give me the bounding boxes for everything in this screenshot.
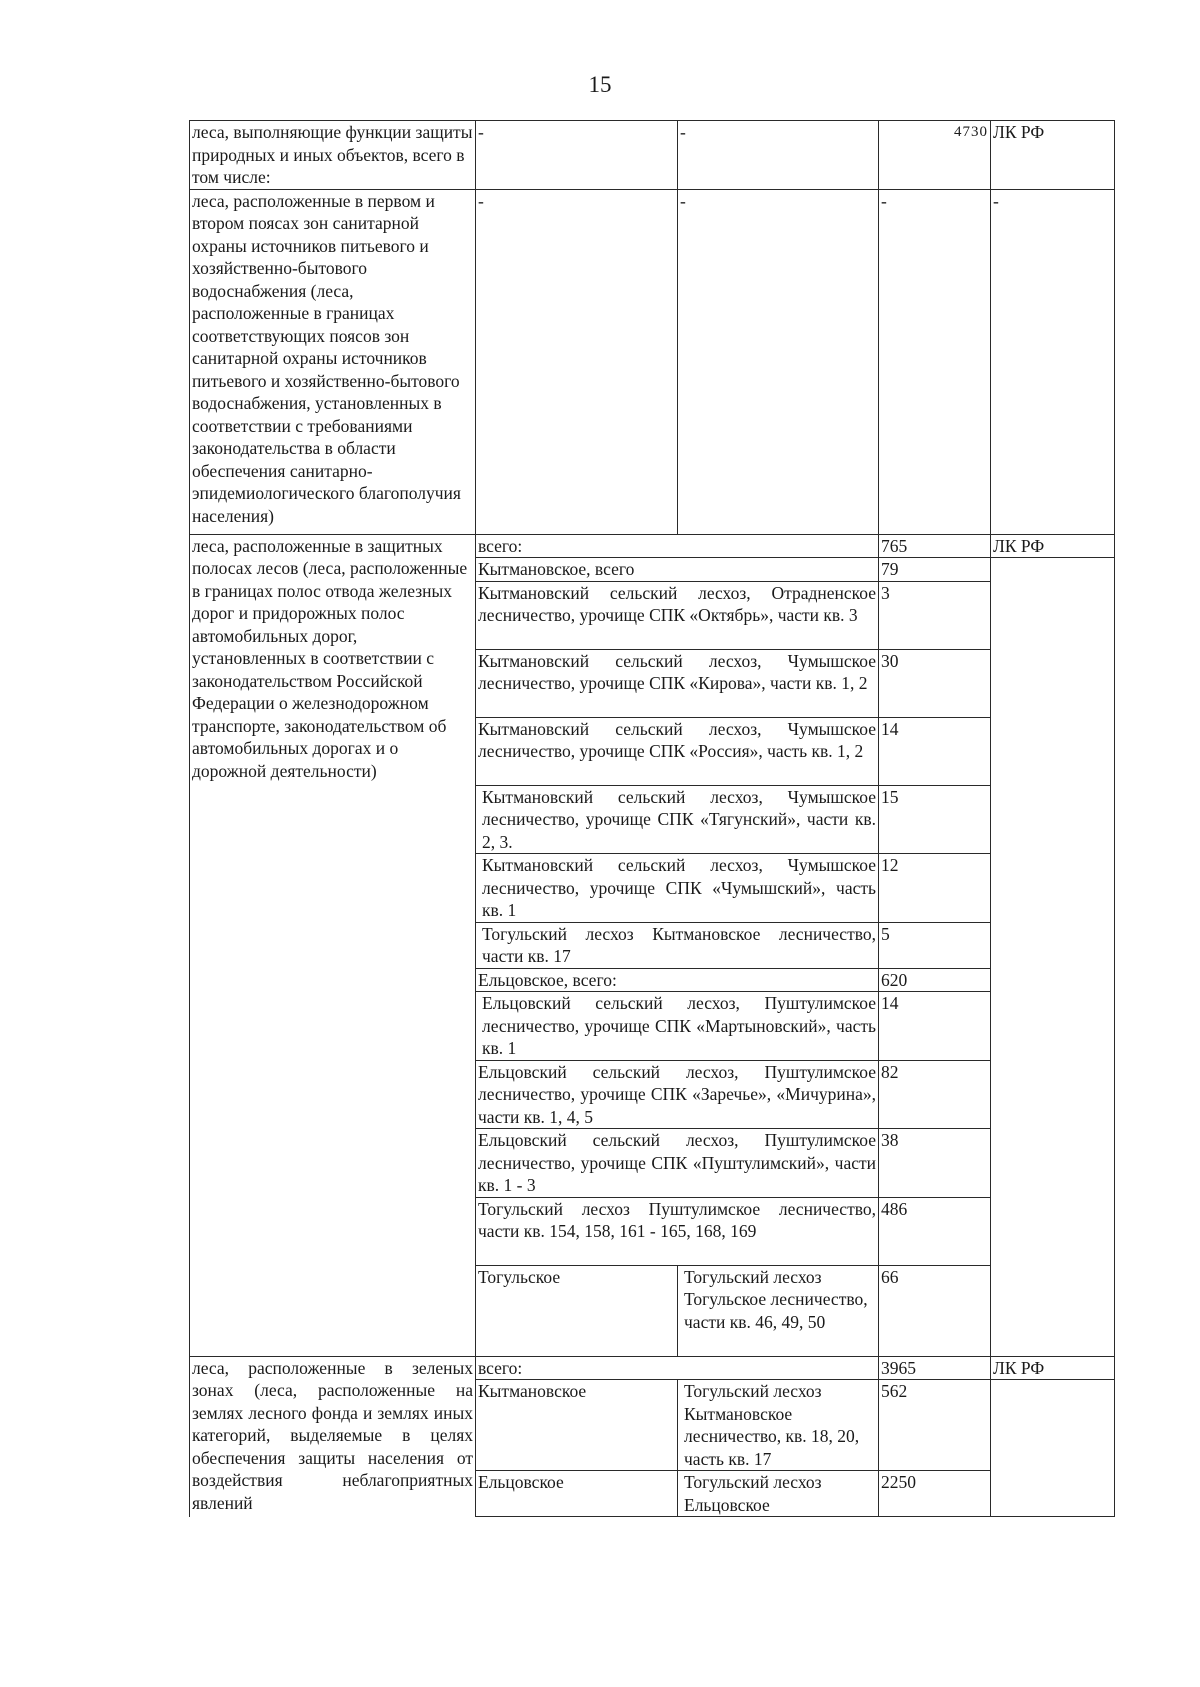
forest-category-table bbox=[189, 120, 1115, 1517]
table-row bbox=[190, 121, 1115, 190]
area-cell: 14 bbox=[879, 717, 991, 785]
table-row bbox=[190, 189, 1115, 534]
total-label-cell: всего: bbox=[476, 534, 879, 558]
location-cell: Тогульский лесхоз Кытмановское лесничество, кв. 18, 20, часть кв. 17 bbox=[678, 1380, 879, 1471]
area-cell: 79 bbox=[879, 558, 991, 582]
area-cell: 12 bbox=[879, 854, 991, 923]
location-cell: Ельцовский сельский лесхоз, Пуштулимское лесничество, урочище СПК «Мартыновский», часть кв. 1 bbox=[476, 992, 879, 1061]
location-cell: Кытмановский сельский лесхоз, Чумышское лесничество, урочище СПК «Тягунский», части кв. 2, 3. bbox=[476, 785, 879, 854]
district-cell: Кытмановское bbox=[476, 1380, 678, 1471]
area-cell: 82 bbox=[879, 1060, 991, 1129]
cell: - bbox=[678, 121, 879, 190]
location-cell: Ельцовское, всего: bbox=[476, 968, 879, 992]
cell: - bbox=[476, 121, 678, 190]
area-cell: 486 bbox=[879, 1197, 991, 1265]
table-row bbox=[190, 534, 1115, 558]
total-label-cell: всего: bbox=[476, 1356, 879, 1380]
district-cell: Тогульское bbox=[476, 1265, 678, 1356]
area-cell: 5 bbox=[879, 922, 991, 968]
category-cell: леса, расположенные в зеленых зонах (леса, расположенные на землях лесного фонда и землях иных категорий, выделяемые в целях обеспечения защиты населения от воздействия неблагоприятных явлений bbox=[190, 1356, 476, 1517]
area-cell: 38 bbox=[879, 1129, 991, 1198]
area-cell: 3965 bbox=[879, 1356, 991, 1380]
area-cell: 562 bbox=[879, 1380, 991, 1471]
area-cell: 14 bbox=[879, 992, 991, 1061]
area-cell: 30 bbox=[879, 649, 991, 717]
area-cell: 66 bbox=[879, 1265, 991, 1356]
basis-cell bbox=[991, 558, 1115, 1357]
area-cell: 2250 bbox=[879, 1471, 991, 1517]
location-cell: Кытмановский сельский лесхоз, Отрадненское лесничество, урочище СПК «Октябрь», части кв. 3 bbox=[476, 581, 879, 649]
page-number: 15 bbox=[588, 72, 612, 97]
location-cell: Тогульский лесхоз Тогульское лесничество, части кв. 46, 49, 50 bbox=[678, 1265, 879, 1356]
location-cell: Ельцовский сельский лесхоз, Пуштулимское лесничество, урочище СПК «Пуштулимский», части кв. 1 - 3 bbox=[476, 1129, 879, 1198]
location-cell: Тогульский лесхоз Пуштулимское лесничество, части кв. 154, 158, 161 - 165, 168, 169 bbox=[476, 1197, 879, 1265]
cell: - bbox=[476, 189, 678, 534]
area-cell: 3 bbox=[879, 581, 991, 649]
location-cell: Кытмановское, всего bbox=[476, 558, 879, 582]
area-cell: 15 bbox=[879, 785, 991, 854]
location-cell: Тогульский лесхоз Ельцовское bbox=[678, 1471, 879, 1517]
category-cell: леса, расположенные в защитных полосах лесов (леса, расположенные в границах полос отвода железных дорог и придорожных полос автомобильных дорог, установленных в соответствии с законодательством Российской Федерации о железнодорожном транспорте, законодательством об автомобильных дорогах и о дорожной деятельности) bbox=[190, 534, 476, 1356]
category-cell: леса, расположенные в первом и втором поясах зон санитарной охраны источников питьевого и хозяйственно-бытового водоснабжения (леса, расположенные в границах соответствующих поясов зон санитарной охраны источников питьевого и хозяйственно-бытового водоснабжения, установленных в соответствии с требованиями законодательства в области обеспечения санитарно-эпидемиологического благополучия населения) bbox=[190, 189, 476, 534]
basis-cell: ЛК РФ bbox=[991, 534, 1115, 558]
location-cell: Тогульский лесхоз Кытмановское лесничество, части кв. 17 bbox=[476, 922, 879, 968]
basis-cell: ЛК РФ bbox=[991, 121, 1115, 190]
table-row bbox=[190, 1356, 1115, 1380]
district-cell: Ельцовское bbox=[476, 1471, 678, 1517]
location-cell: Кытмановский сельский лесхоз, Чумышское лесничество, урочище СПК «Кирова», части кв. 1, 2 bbox=[476, 649, 879, 717]
area-cell: 765 bbox=[879, 534, 991, 558]
category-cell: леса, выполняющие функции защиты природных и иных объектов, всего в том числе: bbox=[190, 121, 476, 190]
location-cell: Ельцовский сельский лесхоз, Пуштулимское лесничество, урочище СПК «Заречье», «Мичурина», части кв. 1, 4, 5 bbox=[476, 1060, 879, 1129]
location-cell: Кытмановский сельский лесхоз, Чумышское лесничество, урочище СПК «Россия», часть кв. 1, 2 bbox=[476, 717, 879, 785]
basis-cell: - bbox=[991, 189, 1115, 534]
area-cell: 4730 bbox=[879, 121, 991, 190]
basis-cell bbox=[991, 1380, 1115, 1517]
area-cell: 620 bbox=[879, 968, 991, 992]
area-cell: - bbox=[879, 189, 991, 534]
cell: - bbox=[678, 189, 879, 534]
basis-cell: ЛК РФ bbox=[991, 1356, 1115, 1380]
location-cell: Кытмановский сельский лесхоз, Чумышское лесничество, урочище СПК «Чумышский», часть кв. 1 bbox=[476, 854, 879, 923]
